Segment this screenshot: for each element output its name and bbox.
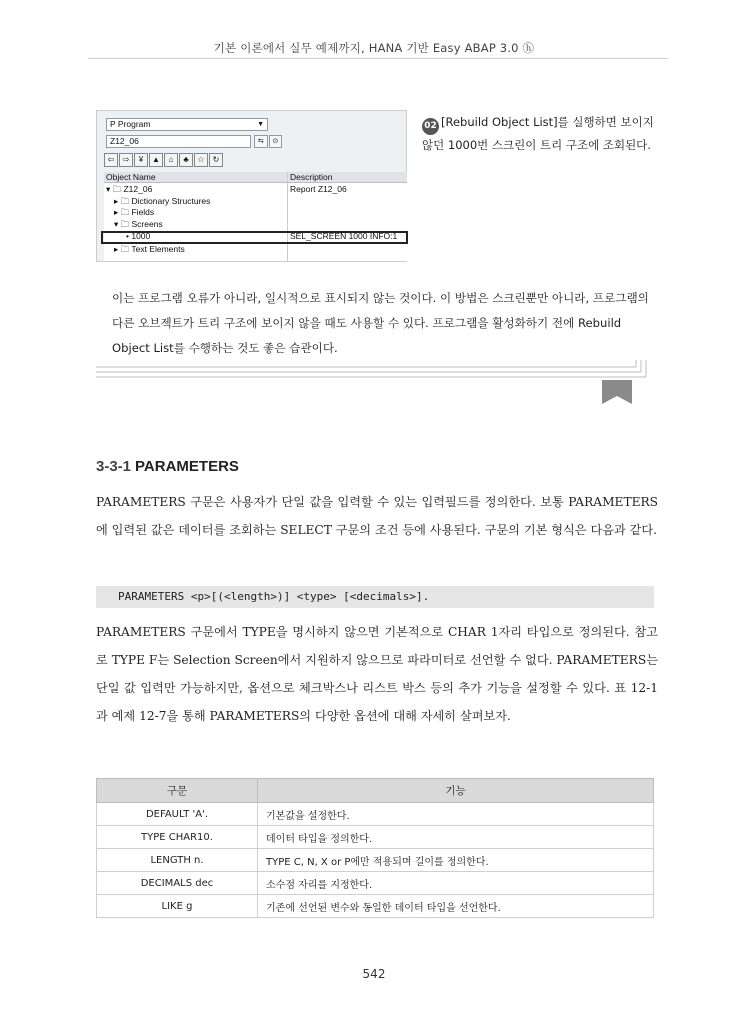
running-header: 기본 이론에서 실무 예제까지, HANA 기반 Easy ABAP 3.0 ⓗ — [213, 41, 535, 55]
tree-row[interactable] — [104, 219, 407, 231]
cell-function: 소수점 자리를 지정한다. — [258, 872, 654, 895]
tree-node-description: Report Z12_06 — [290, 184, 347, 194]
cell-function: TYPE C, N, X or P에만 적용되며 길이를 정의한다. — [258, 849, 654, 872]
table-header-row — [97, 779, 654, 803]
tree-node-label: ▸ 🗀 Text Elements — [114, 243, 185, 254]
note-text: 이는 프로그램 오류가 아니라, 일시적으로 표시되지 않는 것이다. 이 방법은 스크린뿐만 아니라, 프로그램의 다른 오브젝트가 트리 구조에 보이지 않을 때도 사용할 수 있다. 프로그램을 활성화하기 전에 Rebuild Object List를 수행하는 것도 좋은 습관이다. — [112, 291, 649, 355]
tree-node-description: SEL_SCREEN 1000 INFO:1 — [290, 231, 398, 241]
section-body: PARAMETERS 구문에서 TYPE을 명시하지 않으면 기본적으로 CHAR 1자리 타입으로 정의된다. 참고로 TYPE F는 Selection Screen에서 지원하지 않으므로 파라미터로 선언할 수 없다. PARAMETERS는 단일 값 입력만 가능하지만, 옵션으로 체크박스나 리스트 박스 등의 추가 기능을 설정할 수 있다. 표 12-1과 예제 12-7을 통해 PARAMETERS의 다양한 옵션에 대해 자세히 살펴보자. — [96, 625, 658, 723]
table-row — [97, 803, 654, 826]
back-icon[interactable]: ⇦ — [104, 153, 118, 167]
bookmark-icon — [602, 380, 632, 404]
section-number: 3-3-1 — [96, 458, 132, 475]
step-number-badge: 02 — [422, 118, 439, 135]
tree-row[interactable] — [104, 244, 407, 256]
forward-icon[interactable]: ⇨ — [119, 153, 133, 167]
sap-screenshot — [96, 110, 407, 262]
collapse-icon[interactable]: ▲ — [149, 153, 163, 167]
page-number: 542 — [362, 967, 386, 981]
table-row — [97, 826, 654, 849]
favorites-icon[interactable]: ☆ — [194, 153, 208, 167]
object-type-value: P Program — [110, 119, 151, 129]
tree-node-label: ▾ 🗀 Z12_06 — [106, 184, 153, 194]
header-rule — [88, 58, 668, 59]
step-caption — [422, 112, 662, 155]
object-type-select[interactable] — [106, 118, 268, 131]
table-row — [97, 849, 654, 872]
section-title: PARAMETERS — [135, 458, 239, 475]
table-row — [97, 872, 654, 895]
cell-syntax: DECIMALS dec — [97, 872, 258, 895]
tree-node-label: ▸ 🗀 Fields — [114, 207, 155, 217]
cell-function: 기존에 선언된 변수와 동일한 데이터 타입을 선언한다. — [258, 895, 654, 918]
refresh-icon[interactable]: ↻ — [209, 153, 223, 167]
highlight-box — [101, 231, 408, 244]
tree-toolbar — [104, 153, 223, 167]
search-icon[interactable]: ⊙ — [269, 135, 283, 148]
object-name-input[interactable]: Z12_06 — [106, 135, 251, 148]
object-tree-grid — [104, 172, 407, 261]
cell-function: 데이터 타입을 정의한다. — [258, 826, 654, 849]
table-row — [97, 895, 654, 918]
cell-function: 기본값을 설정한다. — [258, 803, 654, 826]
col-description: Description — [290, 172, 333, 182]
section-heading — [96, 458, 239, 475]
syntax-code: PARAMETERS <p>[(<length>)] <type> [<decimals>]. — [96, 586, 654, 608]
cell-syntax: DEFAULT 'A'. — [97, 803, 258, 826]
cell-syntax: TYPE CHAR10. — [97, 826, 258, 849]
tree-row[interactable] — [104, 196, 407, 208]
note-decoration — [96, 360, 656, 408]
tree-node-label: ▾ 🗀 Screens — [114, 218, 163, 229]
tree-icon[interactable]: ♣ — [179, 153, 193, 167]
tree-node-label: • 1000 — [126, 231, 151, 241]
cell-syntax: LENGTH n. — [97, 849, 258, 872]
tree-node-label: ▸ 🗀 Dictionary Structures — [114, 195, 211, 206]
cell-syntax: LIKE g — [97, 895, 258, 918]
object-name-buttons — [254, 135, 282, 148]
col-object-name: Object Name — [106, 172, 156, 182]
header-syntax: 구문 — [97, 779, 258, 803]
chevron-down-icon: ▼ — [257, 121, 264, 128]
parameters-table — [96, 778, 654, 918]
display-icon[interactable]: ⇆ — [254, 135, 268, 148]
section-intro: PARAMETERS 구문은 사용자가 단일 값을 입력할 수 있는 입력필드를 정의한다. 보통 PARAMETERS에 입력된 값은 데이터를 조회하는 SELECT 구문의 조건 등에 사용된다. 구문의 기본 형식은 다음과 같다. — [96, 495, 658, 537]
hierarchy-icon[interactable]: ⌂ — [164, 153, 178, 167]
grid-header — [104, 172, 407, 183]
tree-row[interactable] — [104, 207, 407, 219]
header-function: 기능 — [258, 779, 654, 803]
step-text: [Rebuild Object List]를 실행하면 보이지 않던 1000번 스크린이 트리 구조에 조회된다. — [422, 115, 654, 152]
expand-icon[interactable]: ¥ — [134, 153, 148, 167]
tree-row[interactable] — [104, 184, 407, 196]
